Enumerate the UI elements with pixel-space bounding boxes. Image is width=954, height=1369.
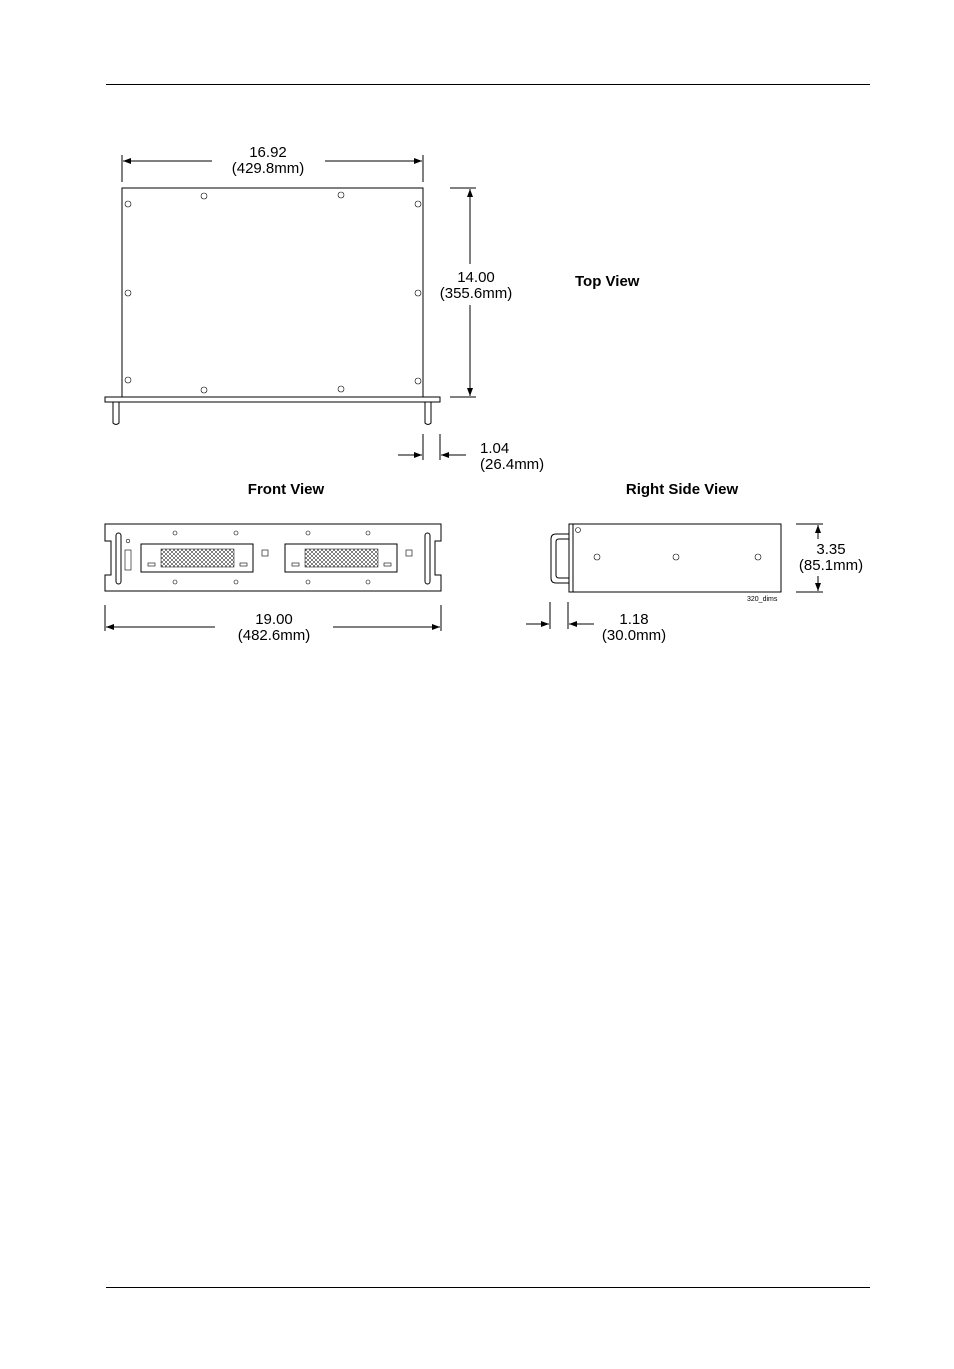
front-bay-left	[141, 544, 253, 572]
front-width-dimension	[105, 605, 441, 644]
top-depth-metric: (355.6mm)	[439, 285, 513, 302]
side-height-value: 3.35	[816, 541, 846, 558]
side-handle-value: 1.18	[619, 611, 649, 628]
side-handle-metric: (30.0mm)	[601, 627, 667, 644]
side-handle-dimension	[526, 602, 666, 644]
side-height-metric: (85.1mm)	[798, 557, 864, 574]
top-width-metric: (429.8mm)	[231, 160, 305, 177]
front-bay-right	[285, 544, 397, 572]
top-view	[105, 144, 640, 473]
top-depth-dimension	[440, 188, 513, 397]
top-width-value: 16.92	[249, 144, 287, 161]
top-view-right-handle	[425, 402, 431, 425]
side-figure-id: 320_dims	[747, 596, 778, 603]
side-handle	[551, 534, 569, 583]
side-view-label: Right Side View	[625, 481, 739, 498]
top-view-chassis	[122, 188, 423, 397]
top-view-front-flange	[105, 397, 440, 402]
front-width-metric: (482.6mm)	[237, 627, 311, 644]
top-width-dimension	[122, 144, 423, 182]
top-handle-metric: (26.4mm)	[480, 456, 545, 473]
top-handle-dimension	[398, 434, 544, 473]
front-left-handle	[116, 533, 121, 584]
top-handle-value: 1.04	[480, 440, 510, 457]
top-depth-value: 14.00	[457, 269, 495, 286]
side-chassis	[569, 524, 781, 592]
top-view-left-handle	[113, 402, 119, 425]
front-view	[105, 481, 441, 644]
front-width-value: 19.00	[255, 611, 293, 628]
front-right-handle	[425, 533, 430, 584]
top-view-label: Top View	[575, 273, 640, 290]
side-height-dimension	[796, 524, 863, 592]
side-view	[526, 481, 863, 644]
front-view-label: Front View	[247, 481, 325, 498]
